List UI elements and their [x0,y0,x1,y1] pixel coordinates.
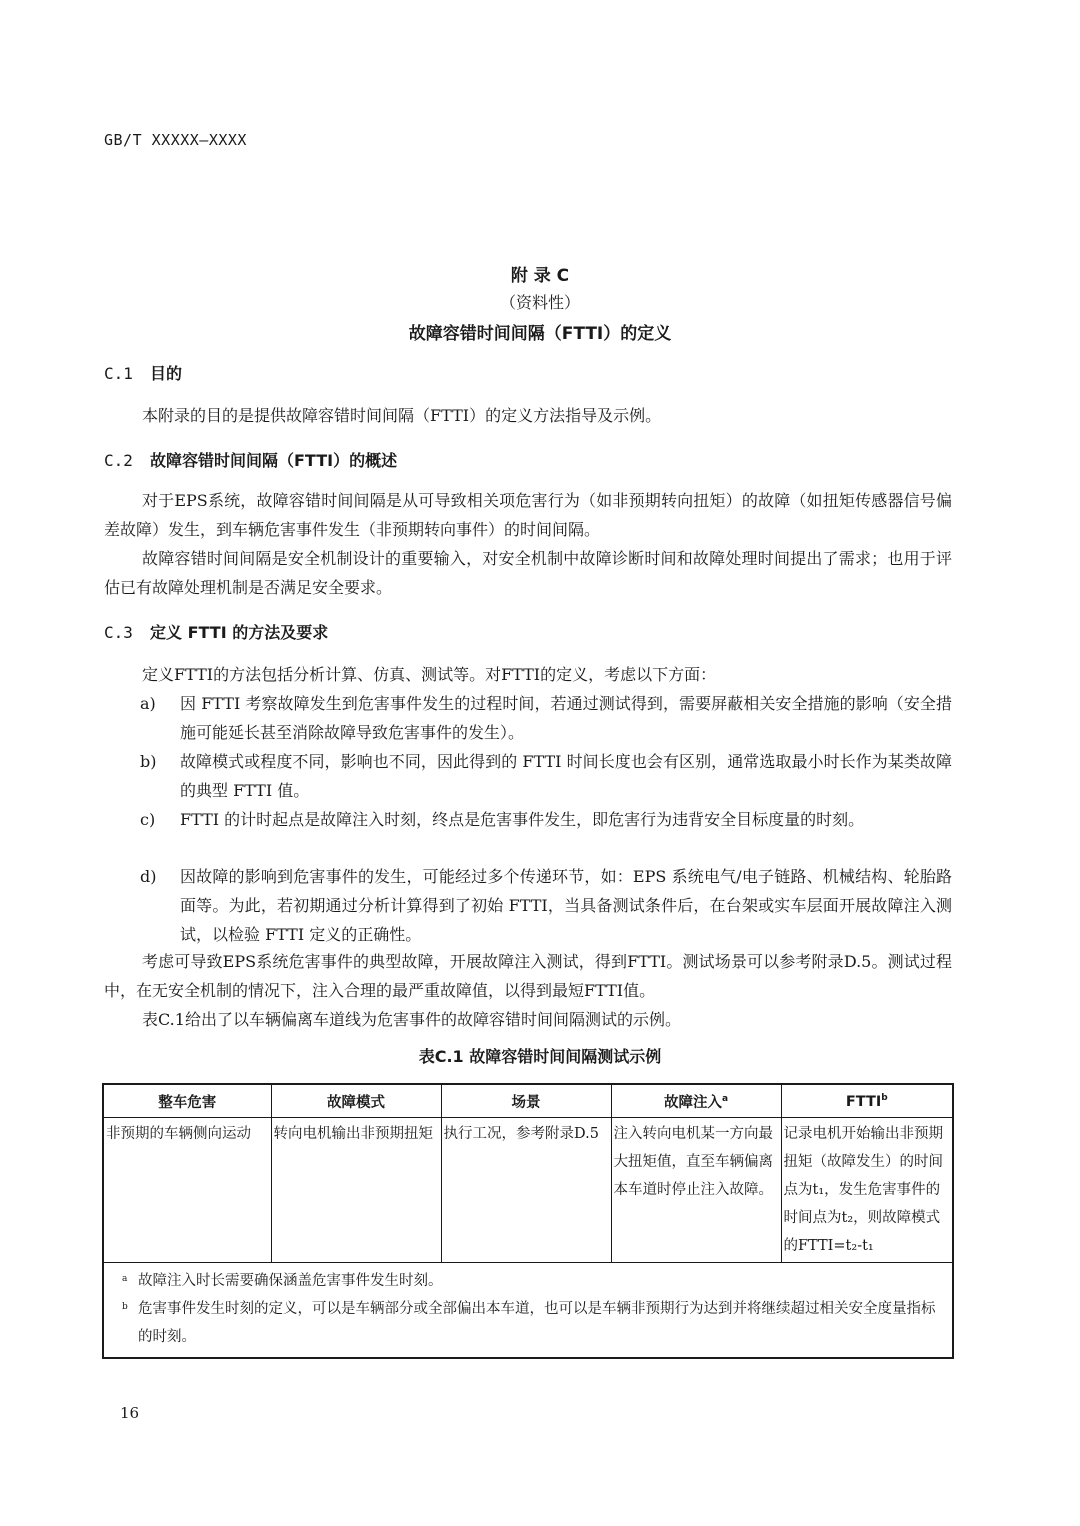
annex-type: （资料性） [499,293,580,312]
section-number: C.2 [104,451,133,470]
table-cell: 记录电机开始输出非预期扭矩（故障发生）的时间点为t₁，发生危害事件的时间点为t₂，则故障模式的FTTI=t₂-t₁ [781,1118,953,1263]
standard-number: GB/T XXXXX—XXXX [104,131,247,149]
paragraph-c3-2: 考虑可导致EPS系统危害事件的典型故障，开展故障注入测试，得到FTTI。测试场景可以参考附录D.5。测试过程中，在无安全机制的情况下，注入合理的最严重故障值，以得到最短FTTI值。 [104,952,952,1000]
footnote-marker: a [122,1274,128,1284]
fault-test-table [102,1083,954,1359]
footnote-marker: a [721,1093,729,1104]
section-title: 故障容错时间间隔（FTTI）的概述 [150,451,398,470]
list-item [140,805,952,834]
list-item [140,747,952,805]
section-title: 定义 FTTI 的方法及要求 [150,623,329,642]
list-marker: d) [140,867,157,886]
column-header: 故障注入$^a$ [611,1084,781,1118]
section-heading-c1 [104,361,182,384]
table-notes-row [103,1263,953,1359]
table-cell: 执行工况，参考附录D.5 [441,1118,611,1263]
list-item-text: 故障模式或程度不同，影响也不同，因此得到的 FTTI 时间长度也会有区别，通常选取最小时长作为某类故障的典型 FTTI 值。 [180,752,952,800]
section-heading-c3 [104,620,328,643]
paragraph-c3-3: 表C.1给出了以车辆偏离车道线为危害事件的故障容错时间间隔测试的示例。 [142,1010,681,1029]
table-cell: 非预期的车辆侧向运动 [103,1118,271,1263]
paragraph-c2-2: 故障容错时间间隔是安全机制设计的重要输入，对安全机制中故障诊断时间和故障处理时间提出了需求；也用于评估已有故障处理机制是否满足安全要求。 [104,549,952,597]
list-item-text: 因 FTTI 考察故障发生到危害事件发生的过程时间，若通过测试得到，需要屏蔽相关安全措施的影响（安全措施可能延长甚至消除故障导致危害事件的发生）。 [180,694,952,742]
paragraph-c1: 本附录的目的是提供故障容错时间间隔（FTTI）的定义方法指导及示例。 [142,406,662,425]
column-header: 整车危害 [103,1084,271,1118]
annex-name: 故障容错时间间隔（FTTI）的定义 [408,324,672,344]
table-note [118,1267,944,1295]
note-text: 危害事件发生时刻的定义，可以是车辆部分或全部偏出本车道，也可以是车辆非预期行为达到并将继续超过相关安全度量指标的时刻。 [138,1301,936,1345]
footnote-marker: b [122,1302,128,1312]
column-header: 故障模式 [271,1084,441,1118]
list-item-text: 因故障的影响到危害事件的发生，可能经过多个传递环节，如：EPS 系统电气/电子链路、机械结构、轮胎路面等。为此，若初期通过分析计算得到了初始 FTTI，当具备测试条件后，在台架或实车层面开展故障注入测试，以检验 FTTI 定义的正确性。 [180,867,952,944]
table-caption: 表C.1 故障容错时间间隔测试示例 [418,1047,662,1066]
list-marker: a) [140,694,156,713]
list-item-text: FTTI 的计时起点是故障注入时刻，终点是危害事件发生，即危害行为违背安全目标度量的时刻。 [180,810,865,829]
note-text: 故障注入时长需要确保涵盖危害事件发生时刻。 [138,1273,443,1289]
list-item [140,689,952,747]
section-title: 目的 [150,364,183,383]
table-cell: 转向电机输出非预期扭矩 [271,1118,441,1263]
paragraph-c3-1: 定义FTTI的方法包括分析计算、仿真、测试等。对FTTI的定义，考虑以下方面： [142,665,717,684]
list-item [140,862,952,949]
table-notes [103,1263,953,1359]
table-cell: 注入转向电机某一方向最大扭矩值，直至车辆偏离本车道时停止注入故障。 [611,1118,781,1263]
table-header-row [103,1084,953,1118]
table-row [103,1118,953,1263]
footnote-marker: b [881,1092,888,1103]
list-marker: c) [140,810,156,829]
section-number: C.3 [104,623,133,642]
annex-title: 附 录 C [510,266,570,286]
paragraph-c2-1: 对于EPS系统，故障容错时间间隔是从可导致相关项危害行为（如非预期转向扭矩）的故障（如扭矩传感器信号偏差故障）发生，到车辆危害事件发生（非预期转向事件）的时间间隔。 [104,491,952,539]
table-note [118,1295,944,1351]
list-marker: b) [140,752,157,771]
section-number: C.1 [104,364,133,383]
page-number: 16 [120,1404,140,1422]
column-header: 场景 [441,1084,611,1118]
section-heading-c2 [104,448,397,471]
column-header: FTTI$^b$ [781,1084,953,1118]
